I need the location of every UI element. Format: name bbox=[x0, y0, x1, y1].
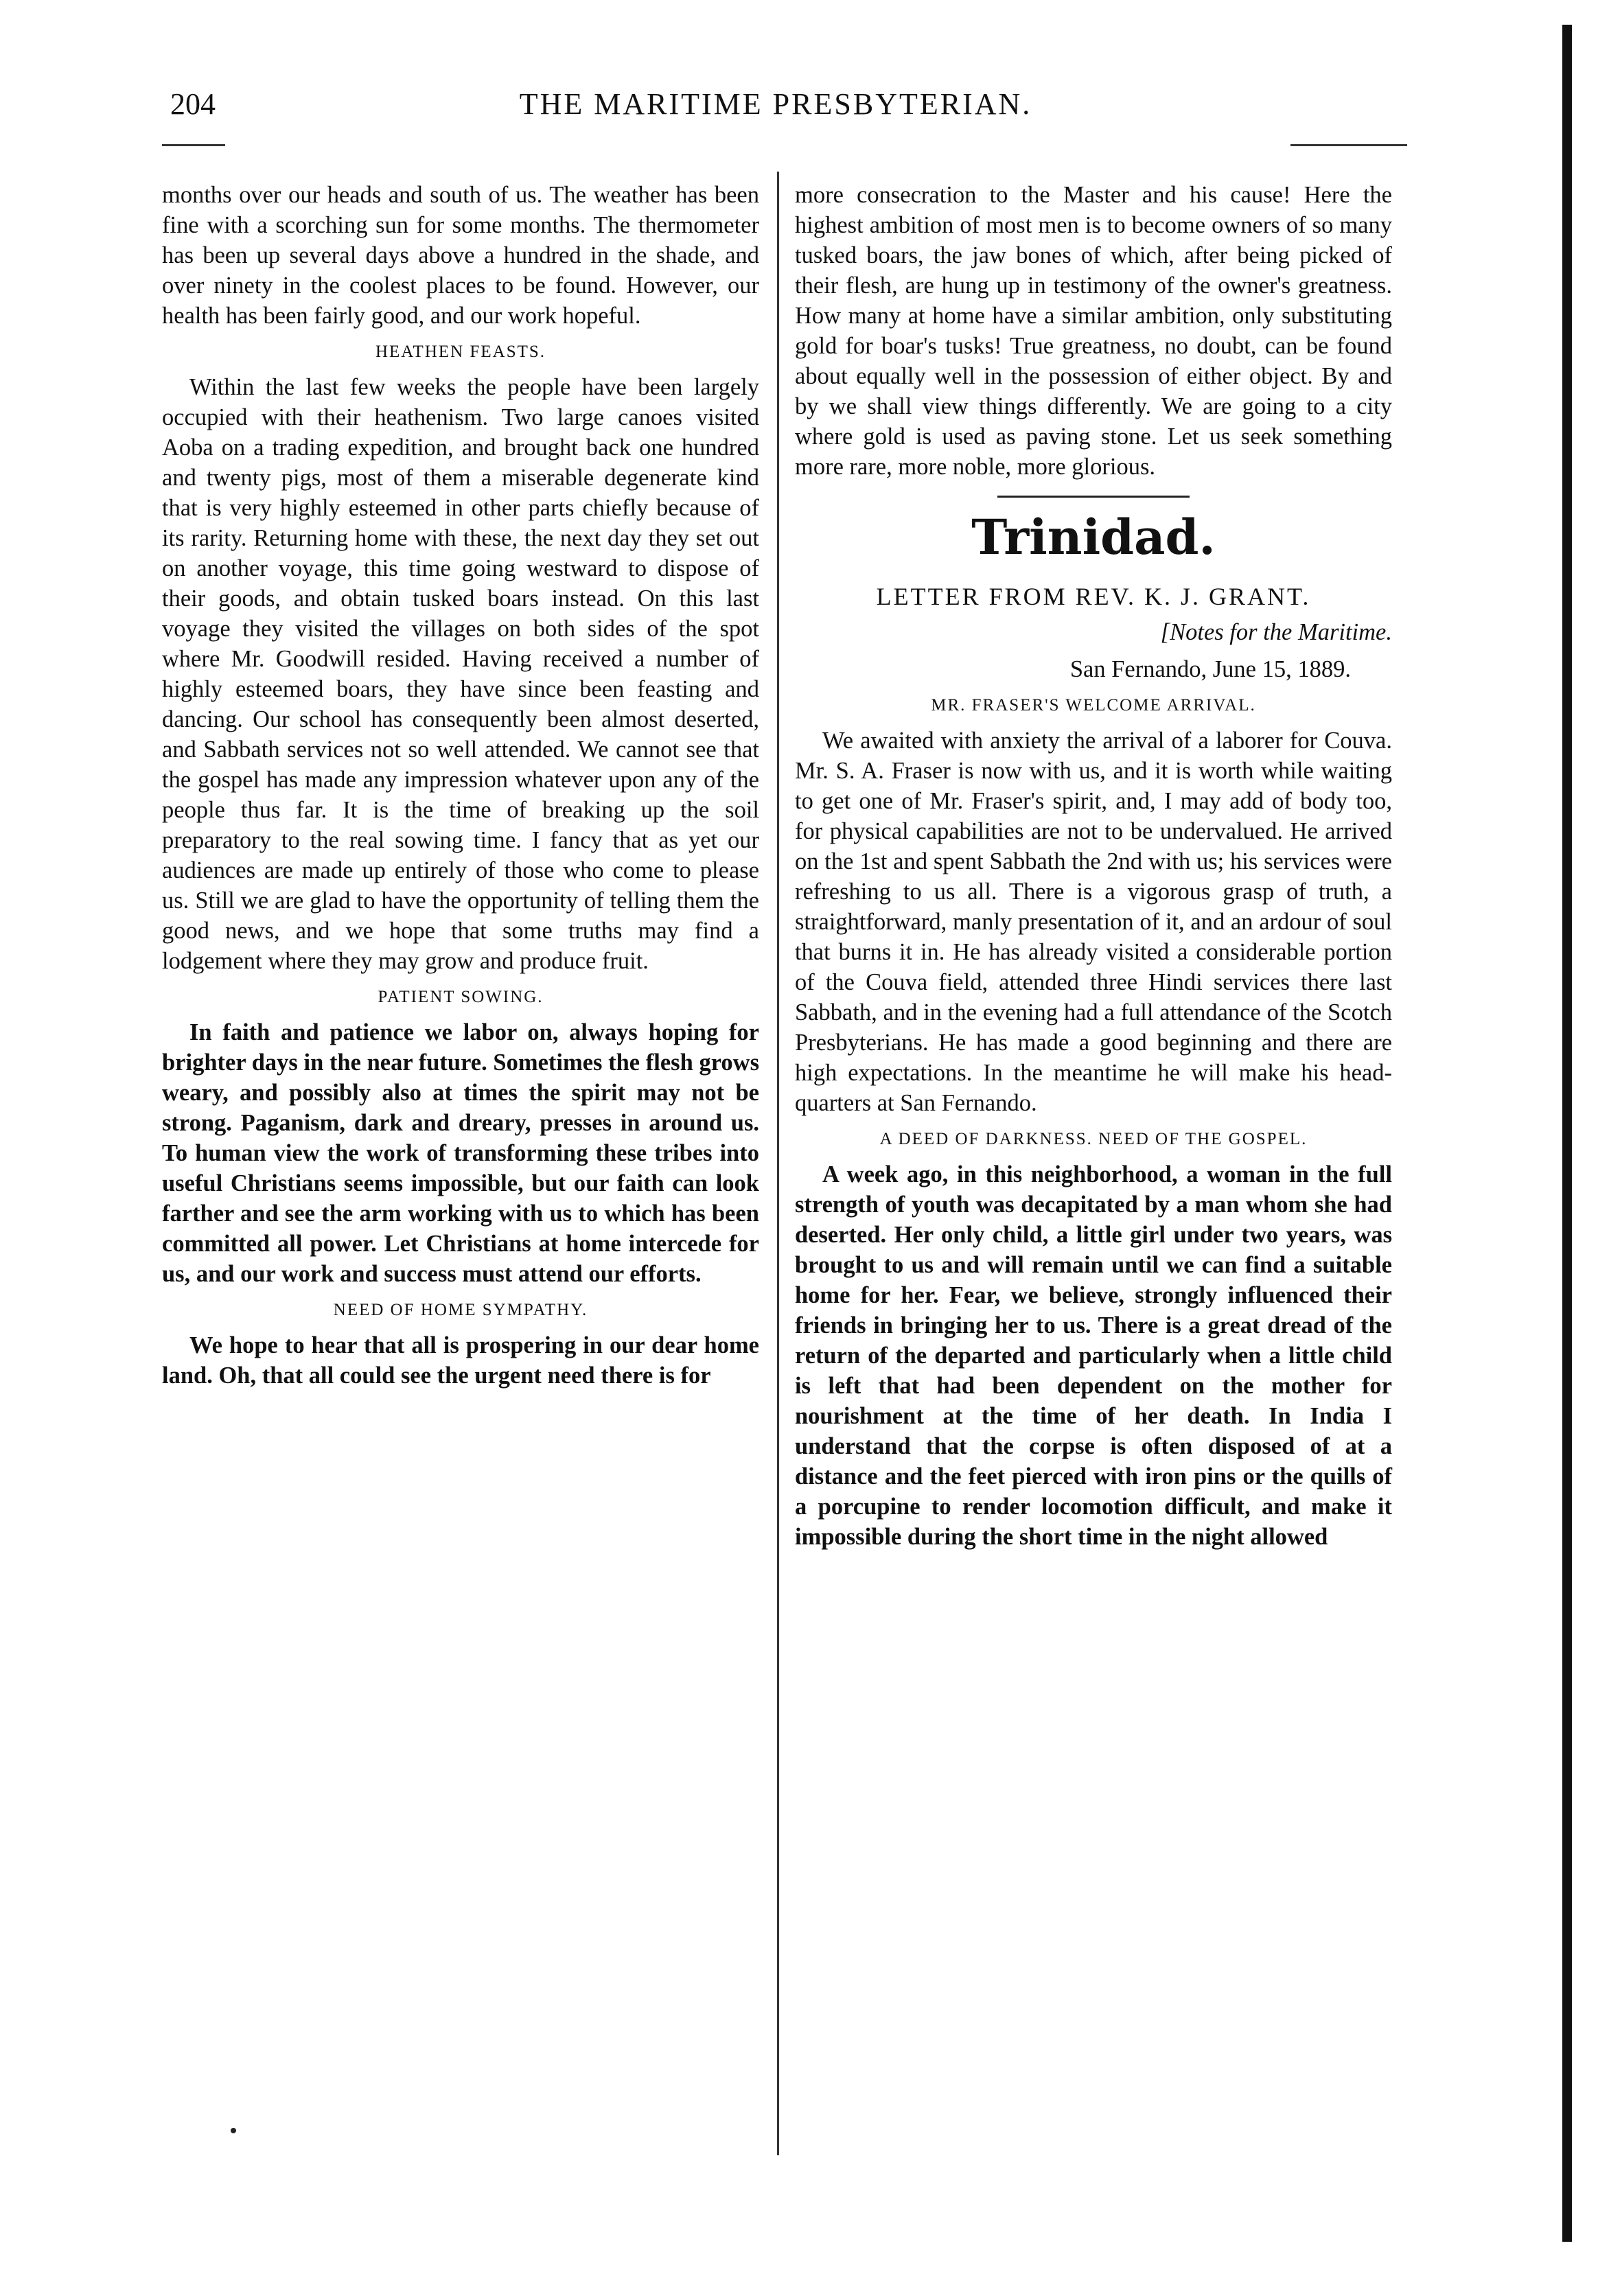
page-edge-bar bbox=[1562, 25, 1572, 2242]
right-paragraph-2: We awaited with anxiety the arrival of a laborer for Couva. Mr. S. A. Fraser is now with us, and it is worth while waiting to get one of Mr. Fraser's spirit, and, I may add of body too, for physical capabilities are not to be undervalued. He arrived on the 1st and spent Sabbath the 2nd with us; his services were refreshing to us all. There is a vigorous grasp of truth, a straightforward, manly presentation of it, and an ardour of soul that burns it in. He has already visited a considerable portion of the Couva field, attended three Hindi services there last Sabbath, and in the evening had a full attendance of the Scotch Presbyterians. He has made a good beginning and there are high expectations. In the meantime he will make his head-quarters at San Fernando. bbox=[795, 728, 1392, 1116]
header-rule-left bbox=[162, 144, 225, 146]
letter-title: LETTER FROM REV. K. J. GRANT. bbox=[876, 583, 1311, 610]
column-divider bbox=[777, 172, 779, 2155]
left-paragraph-3: In faith and patience we labor on, always hoping for brighter days in the near future. Sometimes the flesh grows weary, and possibly also at times the spirit may not be strong. Paganism, dark and dreary, presses in around us. To human view the work of transforming these tribes into useful Christians seems impossible, but our faith can look farther and see the arm working with us to which has been committed all power. Let Christians at home intercede for us, and our work and success must attend our efforts. bbox=[162, 1019, 759, 1287]
page-header bbox=[158, 82, 1393, 130]
subhead-patient-sowing: PATIENT SOWING. bbox=[378, 988, 544, 1006]
notes-line: [Notes for the Maritime. bbox=[1160, 619, 1392, 645]
left-paragraph-4: We hope to hear that all is prospering in our dear home land. Oh, that all could see the urgent need there is for bbox=[162, 1332, 759, 1389]
right-column bbox=[795, 180, 1392, 1552]
stray-mark bbox=[231, 2128, 236, 2133]
dateline: San Fernando, June 15, 1889. bbox=[1069, 656, 1351, 682]
subhead-need-of-home-sympathy: NEED OF HOME SYMPATHY. bbox=[333, 1301, 588, 1319]
running-title: THE MARITIME PRESBYTERIAN. bbox=[519, 87, 1032, 121]
section-rule bbox=[997, 496, 1190, 498]
subhead-frasers-arrival: MR. FRASER'S WELCOME ARRIVAL. bbox=[931, 696, 1256, 715]
subhead-deed-of-darkness: A DEED OF DARKNESS. NEED OF THE GOSPEL. bbox=[879, 1130, 1308, 1148]
section-title: Trinidad. bbox=[971, 509, 1216, 566]
left-paragraph-2: Within the last few weeks the people have been largely occupied with their heathenism. Two large canoes visited Aoba on a trading expedition, and brought back one hundred and twenty pigs, most of them a miserable degenerate kind that is very highly esteemed in other parts chiefly because of its rarity. Returning home with these, the next day they set out on another voyage, this time going westward to dispose of their goods, and obtain tusked boars instead. On this last voyage they visited the villages on both sides of the spot where Mr. Goodwill resided. Having received a number of highly esteemed boars, they have since been feasting and dancing. Our school has consequently been almost deserted, and Sabbath services not so well attended. We cannot see that the gospel has made any impression whatever upon any of the people thus far. It is the time of breaking up the soil preparatory to the real sowing time. I fancy that as yet our audiences are made up entirely of those who come to please us. Still we are glad to have the opportunity of telling them the good news, and we hope that some truths may find a lodgement where they may grow and produce fruit. bbox=[162, 374, 759, 974]
subhead-heathen-feasts: HEATHEN FEASTS. bbox=[375, 343, 546, 361]
page-number: 204 bbox=[170, 87, 216, 121]
right-paragraph-1: more consecration to the Master and his cause! Here the highest ambition of most men is to become owners of so many tusked boars, the jaw bones of which, after being picked of their flesh, are hung up in testimony of the owner's greatness. How many at home have a similar ambition, only substituting gold for boar's tusks! True greatness, no doubt, can be found about equally well in the possession of either object. By and by we shall view things differently. We are going to a city where gold is used as paving stone. Let us seek something more rare, more noble, more glorious. bbox=[795, 182, 1392, 480]
right-paragraph-3: A week ago, in this neighborhood, a woman in the full strength of youth was decapitated by a man whom she had deserted. Her only child, a little girl under two years, was brought to us and will remain until we can find a suitable home for her. Fear, we believe, strongly influenced their friends in bringing her to us. There is a great dread of the return of the departed and particularly when a little child is left that had been dependent on the mother for nourishment at the time of her death. In India I understand that the corpse is often disposed of at a distance and the feet pierced with iron pins or the quills of a porcupine to render locomotion difficult, and make it impossible during the short time in the night allowed bbox=[795, 1161, 1392, 1550]
header-rule-right bbox=[1290, 144, 1407, 146]
left-paragraph-1: months over our heads and south of us. The weather has been fine with a scorching sun for some months. The thermometer has been up several days above a hundred in the shade, and over ninety in the coolest places to be found. However, our health has been fairly good, and our work hopeful. bbox=[162, 182, 759, 329]
left-column bbox=[162, 180, 759, 1391]
